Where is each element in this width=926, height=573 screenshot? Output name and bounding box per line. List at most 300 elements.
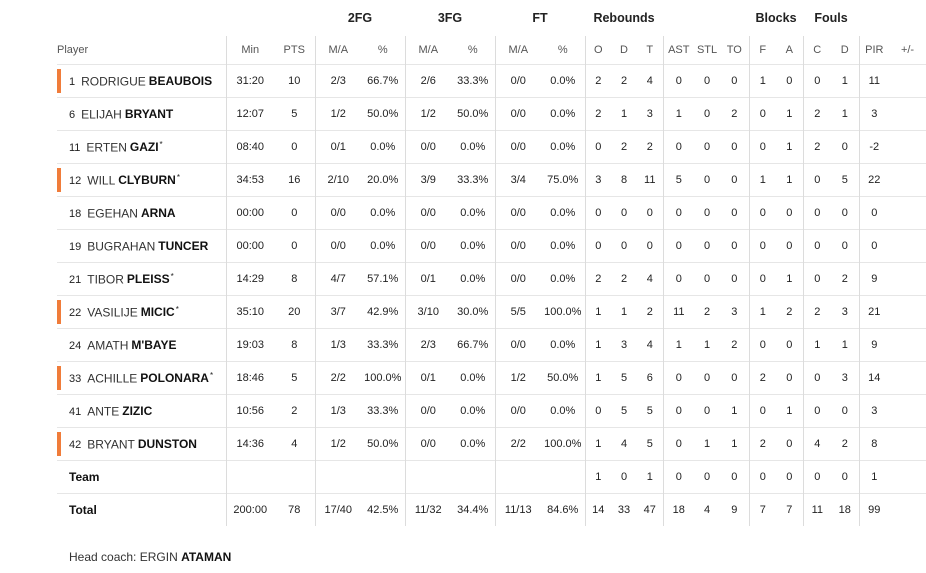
stat-to: 2 bbox=[720, 98, 749, 131]
player-row[interactable] bbox=[57, 329, 926, 362]
stat-pir: -2 bbox=[859, 131, 889, 164]
player-first-name[interactable]: VASILIJE bbox=[87, 305, 138, 320]
stat-fg2-pct: 33.3% bbox=[361, 329, 405, 362]
player-number: 19 bbox=[69, 241, 82, 254]
stat-fg2-ma: 0/0 bbox=[315, 230, 361, 263]
head-coach bbox=[69, 550, 231, 564]
stat-reb-t: 11 bbox=[637, 164, 663, 197]
stat-plus-minus bbox=[889, 131, 926, 164]
stat-pts: 2 bbox=[274, 395, 315, 428]
stat-stl: 4 bbox=[694, 494, 720, 527]
stat-ft-ma: 0/0 bbox=[495, 395, 541, 428]
stat-blk-f: 2 bbox=[749, 428, 776, 461]
starter-marker bbox=[57, 432, 61, 456]
stat-foul-c: 0 bbox=[803, 230, 831, 263]
stat-fg2-ma bbox=[315, 461, 361, 494]
stat-ast: 0 bbox=[663, 65, 694, 98]
player-last-name[interactable]: M'BAYE bbox=[131, 338, 177, 353]
stat-ft-pct: 50.0% bbox=[541, 362, 585, 395]
stat-fg2-pct: 20.0% bbox=[361, 164, 405, 197]
stat-ft-pct: 100.0% bbox=[541, 296, 585, 329]
stat-fg2-pct: 0.0% bbox=[361, 131, 405, 164]
player-cell bbox=[57, 164, 226, 197]
stat-foul-d: 3 bbox=[831, 296, 859, 329]
stat-reb-d: 5 bbox=[611, 362, 637, 395]
stat-reb-o: 14 bbox=[585, 494, 611, 527]
stat-fg3-pct: 0.0% bbox=[451, 395, 495, 428]
stat-min: 34:53 bbox=[226, 164, 274, 197]
stat-foul-d: 3 bbox=[831, 362, 859, 395]
stat-foul-d: 5 bbox=[831, 164, 859, 197]
stat-ft-pct bbox=[541, 461, 585, 494]
col-header-foul-c[interactable]: C bbox=[803, 36, 831, 65]
stat-foul-c: 1 bbox=[803, 329, 831, 362]
stat-pir: 11 bbox=[859, 65, 889, 98]
stat-reb-d: 5 bbox=[611, 395, 637, 428]
player-row[interactable] bbox=[57, 230, 926, 263]
stat-ft-pct: 0.0% bbox=[541, 131, 585, 164]
stat-foul-c: 0 bbox=[803, 65, 831, 98]
player-number: 21 bbox=[69, 274, 82, 287]
player-first-name[interactable]: ELIJAH bbox=[81, 107, 122, 122]
player-last-name[interactable]: POLONARA bbox=[140, 371, 209, 386]
stat-fg3-pct: 33.3% bbox=[451, 164, 495, 197]
stat-fg3-ma: 0/1 bbox=[405, 362, 451, 395]
stat-blk-f: 0 bbox=[749, 197, 776, 230]
stat-plus-minus bbox=[889, 164, 926, 197]
stat-foul-c: 0 bbox=[803, 197, 831, 230]
stat-reb-d: 0 bbox=[611, 197, 637, 230]
stat-fg3-ma: 0/1 bbox=[405, 263, 451, 296]
player-number: 12 bbox=[69, 175, 82, 188]
col-header-to[interactable]: TO bbox=[726, 44, 742, 56]
stat-foul-c: 0 bbox=[803, 164, 831, 197]
player-star-marker: * bbox=[170, 271, 174, 281]
player-number: 24 bbox=[69, 340, 82, 353]
stat-foul-d: 0 bbox=[831, 395, 859, 428]
col-header-fg2-pct[interactable]: % bbox=[377, 44, 388, 56]
stat-ft-ma: 0/0 bbox=[495, 230, 541, 263]
stat-foul-d: 2 bbox=[831, 263, 859, 296]
stat-to: 2 bbox=[720, 329, 749, 362]
stat-plus-minus bbox=[889, 296, 926, 329]
stat-ft-pct: 100.0% bbox=[541, 428, 585, 461]
player-last-name[interactable]: PLEISS bbox=[126, 272, 170, 287]
player-last-name[interactable]: DUNSTON bbox=[137, 437, 197, 452]
player-first-name[interactable]: ERTEN bbox=[86, 140, 127, 155]
team-row bbox=[57, 461, 926, 494]
starter-marker bbox=[57, 300, 61, 324]
stat-foul-d: 0 bbox=[831, 197, 859, 230]
stat-blk-a: 0 bbox=[776, 65, 803, 98]
boxscore-table bbox=[57, 0, 926, 526]
stat-pts: 78 bbox=[274, 494, 315, 527]
stat-pir: 9 bbox=[859, 263, 889, 296]
stat-fg2-pct: 42.5% bbox=[361, 494, 405, 527]
stat-fg2-ma: 1/3 bbox=[315, 395, 361, 428]
stat-blk-f: 1 bbox=[749, 164, 776, 197]
stat-fg3-ma: 0/0 bbox=[405, 197, 451, 230]
total-label: Total bbox=[57, 494, 226, 527]
stat-fg3-ma: 3/9 bbox=[405, 164, 451, 197]
team-label: Team bbox=[57, 461, 226, 494]
player-cell bbox=[57, 197, 226, 230]
player-first-name[interactable]: WILL bbox=[87, 173, 116, 188]
player-cell bbox=[57, 65, 226, 98]
stat-stl: 0 bbox=[694, 461, 720, 494]
stat-fg3-ma: 0/0 bbox=[405, 395, 451, 428]
stat-min: 31:20 bbox=[226, 65, 274, 98]
stat-pts: 5 bbox=[274, 98, 315, 131]
stat-blk-f: 0 bbox=[749, 230, 776, 263]
stat-pts: 16 bbox=[274, 164, 315, 197]
player-last-name[interactable]: MICIC bbox=[140, 305, 175, 320]
stat-blk-f: 0 bbox=[749, 263, 776, 296]
stat-plus-minus bbox=[889, 461, 926, 494]
stat-reb-t: 0 bbox=[637, 230, 663, 263]
player-row[interactable] bbox=[57, 98, 926, 131]
stat-foul-c: 4 bbox=[803, 428, 831, 461]
stat-reb-t: 3 bbox=[637, 98, 663, 131]
stat-reb-t: 2 bbox=[637, 131, 663, 164]
stat-fg3-pct: 66.7% bbox=[451, 329, 495, 362]
stat-fg3-pct: 30.0% bbox=[451, 296, 495, 329]
stat-to: 0 bbox=[720, 197, 749, 230]
stat-to: 0 bbox=[720, 461, 749, 494]
stat-to: 9 bbox=[720, 494, 749, 527]
group-fouls: Fouls bbox=[814, 11, 848, 25]
stat-stl: 0 bbox=[694, 65, 720, 98]
stat-blk-a: 0 bbox=[776, 362, 803, 395]
col-header-reb-d[interactable]: D bbox=[620, 44, 628, 56]
stat-ast: 0 bbox=[663, 362, 694, 395]
group-3fg: 3FG bbox=[437, 11, 463, 25]
stat-pts: 8 bbox=[274, 263, 315, 296]
stat-blk-a: 0 bbox=[776, 230, 803, 263]
col-header-ast[interactable]: AST bbox=[663, 36, 694, 65]
stat-pir: 99 bbox=[859, 494, 889, 527]
player-last-name[interactable]: GAZI bbox=[129, 140, 159, 155]
stat-to: 3 bbox=[720, 296, 749, 329]
stat-fg2-ma: 1/3 bbox=[315, 329, 361, 362]
stat-min: 14:36 bbox=[226, 428, 274, 461]
column-header-row bbox=[57, 36, 926, 65]
col-header-reb-o[interactable]: O bbox=[585, 36, 611, 65]
col-header-pir[interactable]: PIR bbox=[859, 36, 889, 65]
stat-min: 10:56 bbox=[226, 395, 274, 428]
stat-ft-ma: 11/13 bbox=[495, 494, 541, 527]
stat-reb-o: 1 bbox=[585, 362, 611, 395]
group-ft: FT bbox=[532, 11, 548, 25]
player-row[interactable] bbox=[57, 197, 926, 230]
stat-pir: 0 bbox=[859, 230, 889, 263]
stat-fg3-ma: 0/0 bbox=[405, 230, 451, 263]
stat-fg3-ma: 0/0 bbox=[405, 428, 451, 461]
stat-blk-f: 0 bbox=[749, 395, 776, 428]
col-header-plus-minus[interactable]: +/- bbox=[900, 44, 915, 56]
stat-blk-f: 1 bbox=[749, 296, 776, 329]
stat-fg2-ma: 2/10 bbox=[315, 164, 361, 197]
stat-pts bbox=[274, 461, 315, 494]
stat-reb-d: 2 bbox=[611, 263, 637, 296]
player-row[interactable] bbox=[57, 263, 926, 296]
stat-reb-o: 2 bbox=[585, 98, 611, 131]
stat-reb-d: 1 bbox=[611, 296, 637, 329]
group-rebounds: Rebounds bbox=[593, 11, 655, 25]
player-row[interactable] bbox=[57, 395, 926, 428]
player-first-name[interactable]: ACHILLE bbox=[87, 371, 138, 386]
player-star-marker: * bbox=[175, 304, 179, 314]
stat-min: 12:07 bbox=[226, 98, 274, 131]
stat-min: 18:46 bbox=[226, 362, 274, 395]
stat-foul-c: 0 bbox=[803, 263, 831, 296]
stat-fg3-pct: 0.0% bbox=[451, 263, 495, 296]
stat-blk-a: 0 bbox=[776, 197, 803, 230]
stat-fg3-pct: 0.0% bbox=[451, 428, 495, 461]
player-cell bbox=[57, 98, 226, 131]
stat-fg3-ma bbox=[405, 461, 451, 494]
player-cell bbox=[57, 395, 226, 428]
stat-to: 0 bbox=[720, 131, 749, 164]
player-first-name[interactable]: EGEHAN bbox=[87, 206, 138, 221]
stat-stl: 0 bbox=[694, 362, 720, 395]
stat-blk-a: 0 bbox=[776, 329, 803, 362]
stat-fg3-ma: 0/0 bbox=[405, 131, 451, 164]
player-last-name[interactable]: BRYANT bbox=[124, 107, 174, 122]
stat-plus-minus bbox=[889, 329, 926, 362]
stat-blk-a: 0 bbox=[776, 428, 803, 461]
player-number: 18 bbox=[69, 208, 82, 221]
stat-ft-ma: 0/0 bbox=[495, 65, 541, 98]
col-header-player[interactable]: Player bbox=[57, 44, 89, 56]
col-header-fg3-pct[interactable]: % bbox=[467, 44, 478, 56]
stat-ft-ma bbox=[495, 461, 541, 494]
stat-reb-o: 2 bbox=[585, 263, 611, 296]
stat-pts: 8 bbox=[274, 329, 315, 362]
stat-fg3-pct bbox=[451, 461, 495, 494]
stat-blk-f: 0 bbox=[749, 329, 776, 362]
stat-ft-ma: 0/0 bbox=[495, 329, 541, 362]
stat-fg3-ma: 11/32 bbox=[405, 494, 451, 527]
stat-stl: 0 bbox=[694, 131, 720, 164]
col-header-ft-pct[interactable]: % bbox=[557, 44, 568, 56]
stat-fg2-pct: 42.9% bbox=[361, 296, 405, 329]
stat-reb-t: 4 bbox=[637, 263, 663, 296]
stat-to: 0 bbox=[720, 362, 749, 395]
stat-blk-a: 1 bbox=[776, 395, 803, 428]
player-star-marker: * bbox=[209, 370, 214, 380]
stat-reb-o: 2 bbox=[585, 65, 611, 98]
player-cell bbox=[57, 428, 226, 461]
stat-plus-minus bbox=[889, 230, 926, 263]
stat-reb-d: 4 bbox=[611, 428, 637, 461]
player-last-name[interactable]: TUNCER bbox=[158, 239, 209, 254]
stat-reb-d: 8 bbox=[611, 164, 637, 197]
stat-foul-d: 1 bbox=[831, 329, 859, 362]
player-row[interactable] bbox=[57, 65, 926, 98]
player-row[interactable] bbox=[57, 131, 926, 164]
col-header-reb-t[interactable]: T bbox=[646, 44, 654, 56]
player-last-name[interactable]: CLYBURN bbox=[118, 173, 176, 188]
stat-stl: 0 bbox=[694, 164, 720, 197]
stat-fg2-ma: 2/3 bbox=[315, 65, 361, 98]
col-header-fg2-ma[interactable]: M/A bbox=[315, 36, 361, 65]
col-header-blk-f[interactable]: F bbox=[749, 36, 776, 65]
stat-foul-c: 2 bbox=[803, 296, 831, 329]
stat-pts: 10 bbox=[274, 65, 315, 98]
player-last-name[interactable]: ZIZIC bbox=[122, 404, 153, 419]
col-header-foul-d[interactable]: D bbox=[840, 44, 849, 56]
stat-blk-f: 0 bbox=[749, 461, 776, 494]
stat-fg2-pct: 66.7% bbox=[361, 65, 405, 98]
stat-reb-d: 2 bbox=[611, 131, 637, 164]
stat-fg2-ma: 0/0 bbox=[315, 197, 361, 230]
player-cell bbox=[57, 329, 226, 362]
stat-reb-d: 0 bbox=[611, 230, 637, 263]
stat-reb-t: 0 bbox=[637, 197, 663, 230]
stat-foul-d: 0 bbox=[831, 230, 859, 263]
player-number: 1 bbox=[69, 76, 76, 89]
player-first-name[interactable]: BUGRAHAN bbox=[87, 239, 156, 254]
stat-pir: 14 bbox=[859, 362, 889, 395]
stat-reb-t: 47 bbox=[637, 494, 663, 527]
stat-pts: 4 bbox=[274, 428, 315, 461]
stat-reb-o: 0 bbox=[585, 395, 611, 428]
player-row[interactable] bbox=[57, 296, 926, 329]
player-row[interactable] bbox=[57, 164, 926, 197]
stat-fg2-ma: 3/7 bbox=[315, 296, 361, 329]
stat-pir: 21 bbox=[859, 296, 889, 329]
player-cell bbox=[57, 263, 226, 296]
player-star-marker: * bbox=[159, 139, 163, 149]
stat-reb-o: 1 bbox=[585, 428, 611, 461]
stat-ast: 0 bbox=[663, 428, 694, 461]
stat-fg3-pct: 0.0% bbox=[451, 131, 495, 164]
group-header-row bbox=[57, 0, 926, 36]
stat-reb-o: 1 bbox=[585, 329, 611, 362]
stat-ft-ma: 0/0 bbox=[495, 263, 541, 296]
stat-fg2-ma: 1/2 bbox=[315, 98, 361, 131]
stat-foul-d: 1 bbox=[831, 98, 859, 131]
head-coach-first: ERGIN bbox=[139, 550, 178, 564]
stat-reb-d: 2 bbox=[611, 65, 637, 98]
stat-ast: 0 bbox=[663, 230, 694, 263]
stat-stl: 0 bbox=[694, 263, 720, 296]
col-header-blk-a[interactable]: A bbox=[785, 44, 793, 56]
stat-blk-a: 0 bbox=[776, 461, 803, 494]
head-coach-last[interactable]: ATAMAN bbox=[181, 550, 232, 564]
stat-ast: 0 bbox=[663, 395, 694, 428]
stat-reb-t: 4 bbox=[637, 65, 663, 98]
stat-pts: 20 bbox=[274, 296, 315, 329]
player-first-name[interactable]: BRYANT bbox=[87, 437, 135, 452]
stat-min: 19:03 bbox=[226, 329, 274, 362]
stat-ft-pct: 75.0% bbox=[541, 164, 585, 197]
col-header-stl[interactable]: STL bbox=[696, 44, 718, 56]
stat-to: 1 bbox=[720, 395, 749, 428]
stat-fg2-pct: 100.0% bbox=[361, 362, 405, 395]
player-cell bbox=[57, 131, 226, 164]
player-last-name[interactable]: BEAUBOIS bbox=[148, 74, 213, 89]
stat-foul-d: 0 bbox=[831, 461, 859, 494]
stat-ft-pct: 0.0% bbox=[541, 230, 585, 263]
head-coach-label: Head coach: bbox=[69, 550, 137, 564]
player-number: 33 bbox=[69, 373, 82, 386]
stat-fg2-pct: 0.0% bbox=[361, 197, 405, 230]
player-row[interactable] bbox=[57, 362, 926, 395]
stat-foul-d: 0 bbox=[831, 131, 859, 164]
stat-plus-minus bbox=[889, 494, 926, 527]
player-cell bbox=[57, 296, 226, 329]
stat-reb-o: 0 bbox=[585, 131, 611, 164]
stat-fg2-pct: 33.3% bbox=[361, 395, 405, 428]
group-blocks: Blocks bbox=[755, 11, 797, 25]
stat-fg3-pct: 50.0% bbox=[451, 98, 495, 131]
stat-blk-a: 1 bbox=[776, 164, 803, 197]
stat-pts: 0 bbox=[274, 230, 315, 263]
boxscore bbox=[57, 0, 926, 564]
stat-ft-pct: 0.0% bbox=[541, 263, 585, 296]
col-header-fg3-ma[interactable]: M/A bbox=[405, 36, 451, 65]
stat-reb-t: 5 bbox=[637, 428, 663, 461]
stat-reb-o: 0 bbox=[585, 230, 611, 263]
col-header-pts[interactable]: PTS bbox=[283, 44, 305, 56]
stat-blk-f: 1 bbox=[749, 65, 776, 98]
stat-reb-o: 3 bbox=[585, 164, 611, 197]
stat-ft-ma: 0/0 bbox=[495, 98, 541, 131]
player-cell bbox=[57, 362, 226, 395]
stat-stl: 0 bbox=[694, 197, 720, 230]
stat-pir: 3 bbox=[859, 395, 889, 428]
player-first-name[interactable]: TIBOR bbox=[87, 272, 124, 287]
stat-fg3-ma: 2/6 bbox=[405, 65, 451, 98]
player-cell bbox=[57, 230, 226, 263]
stat-ft-ma: 1/2 bbox=[495, 362, 541, 395]
stat-ft-pct: 0.0% bbox=[541, 98, 585, 131]
player-first-name[interactable]: AMATH bbox=[87, 338, 129, 353]
stat-pir: 0 bbox=[859, 197, 889, 230]
player-number: 6 bbox=[69, 109, 76, 122]
col-header-min[interactable]: Min bbox=[226, 36, 274, 65]
total-row bbox=[57, 494, 926, 527]
player-first-name[interactable]: ANTE bbox=[87, 404, 120, 419]
stat-reb-t: 5 bbox=[637, 395, 663, 428]
col-header-ft-ma[interactable]: M/A bbox=[495, 36, 541, 65]
stat-fg2-pct: 50.0% bbox=[361, 428, 405, 461]
stat-min: 00:00 bbox=[226, 197, 274, 230]
stat-ft-ma: 3/4 bbox=[495, 164, 541, 197]
stat-reb-t: 6 bbox=[637, 362, 663, 395]
player-row[interactable] bbox=[57, 428, 926, 461]
stat-fg3-pct: 34.4% bbox=[451, 494, 495, 527]
stat-ft-pct: 0.0% bbox=[541, 395, 585, 428]
stat-ast: 0 bbox=[663, 461, 694, 494]
stat-pir: 3 bbox=[859, 98, 889, 131]
stat-pts: 0 bbox=[274, 197, 315, 230]
stat-ft-ma: 0/0 bbox=[495, 131, 541, 164]
stat-ast: 1 bbox=[663, 98, 694, 131]
starter-marker bbox=[57, 168, 61, 192]
player-last-name[interactable]: ARNA bbox=[140, 206, 176, 221]
stat-foul-c: 0 bbox=[803, 395, 831, 428]
stat-stl: 0 bbox=[694, 230, 720, 263]
stat-plus-minus bbox=[889, 263, 926, 296]
stat-reb-d: 0 bbox=[611, 461, 637, 494]
player-first-name[interactable]: RODRIGUE bbox=[81, 74, 146, 89]
stat-stl: 0 bbox=[694, 98, 720, 131]
stat-pts: 0 bbox=[274, 131, 315, 164]
stat-to: 0 bbox=[720, 230, 749, 263]
